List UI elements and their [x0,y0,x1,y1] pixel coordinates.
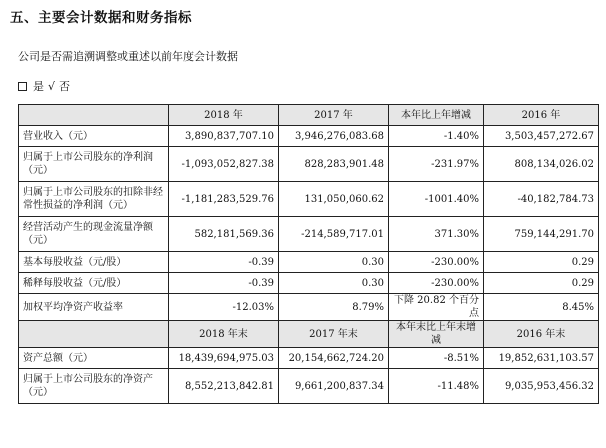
row-label: 归属于上市公司股东的净资产（元） [19,369,169,404]
header-cell: 本年比上年增减 [389,105,484,126]
value-2018: -12.03% [169,294,279,321]
table-row [19,147,599,182]
value-2017: 3,946,276,083.68 [279,126,389,147]
value-change: 371.30% [389,217,484,252]
header-cell: 2016 年末 [484,321,599,348]
value-2017: 20,154,662,724.20 [279,348,389,369]
row-label: 归属于上市公司股东的净利润（元） [19,147,169,182]
value-2016: -40,182,784.73 [484,182,599,217]
restatement-question: 公司是否需追溯调整或重述以前年度会计数据 [18,50,238,63]
value-2018: -0.39 [169,273,279,294]
section-heading: 五、主要会计数据和财务指标 [10,10,192,26]
value-2017: 8.79% [279,294,389,321]
header-cell: 本年末比上年末增减 [389,321,484,348]
value-change: 下降 20.82 个百分点 [389,294,484,321]
value-change: -231.97% [389,147,484,182]
value-change: -230.00% [389,273,484,294]
value-2016: 0.29 [484,273,599,294]
value-2016: 9,035,953,456.32 [484,369,599,404]
header-cell [19,321,169,348]
value-2017: 9,661,200,837.34 [279,369,389,404]
value-2016: 3,503,457,272.67 [484,126,599,147]
value-change: -11.48% [389,369,484,404]
value-2016: 19,852,631,103.57 [484,348,599,369]
table-row [19,217,599,252]
value-2018: -1,181,283,529.76 [169,182,279,217]
table-row [19,182,599,217]
value-2017: 131,050,060.62 [279,182,389,217]
header-cell: 2017 年末 [279,321,389,348]
value-2017: 0.30 [279,273,389,294]
value-2017: -214,589,717.01 [279,217,389,252]
row-label: 稀释每股收益（元/股） [19,273,169,294]
value-2016: 759,144,291.70 [484,217,599,252]
value-2018: 8,552,213,842.81 [169,369,279,404]
value-2017: 0.30 [279,252,389,273]
value-change: -230.00% [389,252,484,273]
financial-data-table [18,104,599,404]
row-label: 基本每股收益（元/股） [19,252,169,273]
table-row [19,294,599,321]
choice-yes: 是 [33,80,44,93]
table-row [19,348,599,369]
value-2018: 582,181,569.36 [169,217,279,252]
value-change: -1.40% [389,126,484,147]
value-2016: 8.45% [484,294,599,321]
row-label: 资产总额（元） [19,348,169,369]
value-change: -1001.40% [389,182,484,217]
value-2017: 828,283,901.48 [279,147,389,182]
table-row [19,369,599,404]
value-2018: -0.39 [169,252,279,273]
table-header-row [19,321,599,348]
table-row [19,273,599,294]
row-label: 营业收入（元） [19,126,169,147]
choice-no: 否 [59,80,71,93]
header-cell: 2017 年 [279,105,389,126]
header-cell: 2016 年 [484,105,599,126]
table-row [19,126,599,147]
row-label: 经营活动产生的现金流量净额（元） [19,217,169,252]
table-row [19,252,599,273]
value-2016: 808,134,026.02 [484,147,599,182]
row-label: 归属于上市公司股东的扣除非经常性损益的净利润（元） [19,182,169,217]
check-mark: √ [48,79,56,93]
restatement-choice [18,78,70,94]
value-2018: 18,439,694,975.03 [169,348,279,369]
row-label: 加权平均净资产收益率 [19,294,169,321]
table-header-row [19,105,599,126]
header-cell: 2018 年末 [169,321,279,348]
value-2018: 3,890,837,707.10 [169,126,279,147]
value-change: -8.51% [389,348,484,369]
header-cell: 2018 年 [169,105,279,126]
header-cell [19,105,169,126]
checkbox-icon [18,82,27,91]
value-2016: 0.29 [484,252,599,273]
value-2018: -1,093,052,827.38 [169,147,279,182]
